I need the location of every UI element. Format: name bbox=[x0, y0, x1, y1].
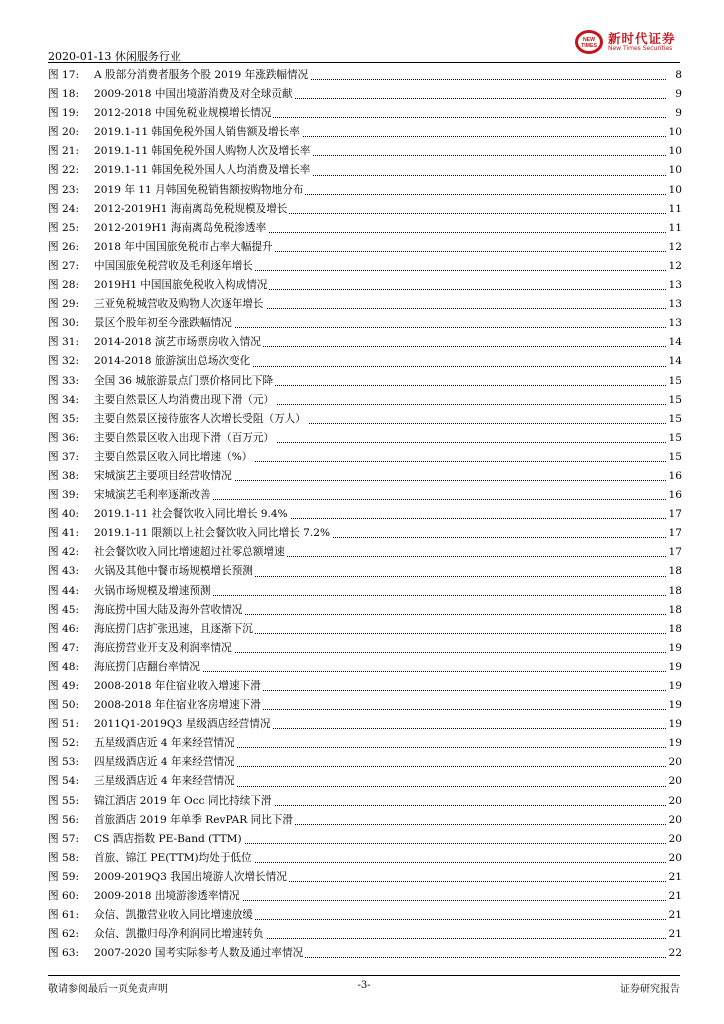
figure-number: 图 35: bbox=[48, 412, 80, 425]
figure-number: 图 33: bbox=[48, 374, 80, 387]
figure-page-number: 19 bbox=[667, 696, 682, 715]
figure-title: 2012-2019H1 海南离岛免税规模及增长 bbox=[94, 200, 289, 219]
figure-title: 2019.1-11 韩国免税外国人购物人次及增长率 bbox=[94, 142, 312, 161]
figure-title: 海底捞中国大陆及海外营收情况 bbox=[94, 601, 244, 620]
figure-page-number: 8 bbox=[673, 66, 682, 85]
figure-page-number: 13 bbox=[667, 295, 682, 314]
company-logo bbox=[574, 29, 686, 57]
figure-page-number: 18 bbox=[667, 582, 682, 601]
figure-title: 2019.1-11 韩国免税外国人人均消费及增长率 bbox=[94, 161, 312, 180]
figure-number: 图 51: bbox=[48, 718, 80, 731]
toc-entry[interactable] bbox=[48, 868, 682, 887]
toc-entry[interactable] bbox=[48, 772, 682, 791]
figure-title: 2009-2019Q3 我国出境游人次增长情况 bbox=[94, 868, 289, 887]
toc-entry[interactable] bbox=[48, 620, 682, 639]
figure-number: 图 62: bbox=[48, 928, 80, 941]
figure-page-number: 19 bbox=[667, 658, 682, 677]
figure-page-number: 19 bbox=[667, 734, 682, 753]
toc-entry[interactable] bbox=[48, 486, 682, 505]
figure-title: 2012-2019H1 海南离岛免税渗透率 bbox=[94, 219, 268, 238]
figure-number: 图 21: bbox=[48, 145, 80, 158]
figure-number: 图 37: bbox=[48, 450, 80, 463]
figure-title: 海底捞门店翻台率情况 bbox=[94, 658, 202, 677]
toc-entry[interactable] bbox=[48, 505, 682, 524]
figure-title: 众信、凯撒归母净利润同比增速转负 bbox=[94, 925, 266, 944]
figure-page-number: 19 bbox=[667, 677, 682, 696]
figure-page-number: 18 bbox=[667, 620, 682, 639]
toc-entry[interactable] bbox=[48, 104, 682, 123]
figure-number: 图 53: bbox=[48, 756, 80, 769]
toc-entry[interactable] bbox=[48, 849, 682, 868]
figure-list bbox=[48, 66, 682, 963]
figure-title: 2014-2018 演艺市场票房收入情况 bbox=[94, 333, 263, 352]
toc-entry[interactable] bbox=[48, 792, 682, 811]
figure-page-number: 15 bbox=[667, 372, 682, 391]
figure-number: 图 18: bbox=[48, 88, 80, 101]
figure-number: 图 19: bbox=[48, 107, 80, 120]
figure-title: 2009-2018 出境游渗透率情况 bbox=[94, 887, 242, 906]
figure-page-number: 10 bbox=[667, 142, 682, 161]
figure-page-number: 20 bbox=[667, 849, 682, 868]
toc-entry[interactable] bbox=[48, 524, 682, 543]
toc-entry[interactable] bbox=[48, 467, 682, 486]
figure-title: 社会餐饮收入同比增速超过社零总额增速 bbox=[94, 543, 287, 562]
figure-page-number: 13 bbox=[667, 314, 682, 333]
figure-page-number: 17 bbox=[667, 505, 682, 524]
figure-page-number: 15 bbox=[667, 429, 682, 448]
figure-number: 图 54: bbox=[48, 775, 80, 788]
toc-entry[interactable] bbox=[48, 314, 682, 333]
figure-number: 图 23: bbox=[48, 183, 80, 196]
footer-divider bbox=[48, 975, 680, 976]
figure-page-number: 21 bbox=[667, 906, 682, 925]
figure-title: 五星级酒店近 4 年来经营情况 bbox=[94, 734, 237, 753]
figure-page-number: 19 bbox=[667, 715, 682, 734]
figure-page-number: 18 bbox=[667, 562, 682, 581]
figure-title: CS 酒店指数 PE-Band (TTM) bbox=[94, 830, 244, 849]
figure-number: 图 45: bbox=[48, 603, 80, 616]
figure-page-number: 18 bbox=[667, 601, 682, 620]
figure-number: 图 46: bbox=[48, 622, 80, 635]
figure-number: 图 41: bbox=[48, 527, 80, 540]
header-date-industry: 2020-01-13 休闲服务行业 bbox=[48, 50, 181, 63]
toc-entry[interactable] bbox=[48, 601, 682, 620]
toc-entry[interactable] bbox=[48, 352, 682, 371]
figure-page-number: 9 bbox=[673, 85, 682, 104]
figure-number: 图 52: bbox=[48, 737, 80, 750]
figure-number: 图 59: bbox=[48, 870, 80, 883]
toc-entry[interactable] bbox=[48, 85, 682, 104]
figure-number: 图 58: bbox=[48, 851, 80, 864]
figure-title: 全国 36 城旅游景点门票价格同比下降 bbox=[94, 372, 275, 391]
figure-number: 图 36: bbox=[48, 431, 80, 444]
figure-number: 图 60: bbox=[48, 890, 80, 903]
figure-title: 2008-2018 年住宿业客房增速下滑 bbox=[94, 696, 263, 715]
figure-page-number: 12 bbox=[667, 238, 682, 257]
figure-number: 图 28: bbox=[48, 279, 80, 292]
figure-page-number: 20 bbox=[667, 792, 682, 811]
toc-entry[interactable] bbox=[48, 142, 682, 161]
figure-number: 图 49: bbox=[48, 680, 80, 692]
figure-page-number: 22 bbox=[667, 944, 682, 963]
toc-entry[interactable] bbox=[48, 582, 682, 601]
figure-title: 海底捞营业开支及利润率情况 bbox=[94, 639, 234, 658]
figure-title: 2014-2018 旅游演出总场次变化 bbox=[94, 352, 252, 371]
figure-number: 图 56: bbox=[48, 813, 80, 826]
figure-number: 图 31: bbox=[48, 336, 80, 349]
figure-page-number: 15 bbox=[667, 448, 682, 467]
toc-entry[interactable] bbox=[48, 715, 682, 734]
toc-entry[interactable] bbox=[48, 753, 682, 772]
figure-page-number: 16 bbox=[667, 486, 682, 505]
toc-entry[interactable] bbox=[48, 696, 682, 715]
figure-page-number: 15 bbox=[667, 410, 682, 429]
figure-title: 首旅、锦江 PE(TTM)均处于低位 bbox=[94, 849, 254, 868]
figure-number: 图 40: bbox=[48, 508, 80, 521]
figure-title: 海底捞门店扩张迅速，且逐渐下沉 bbox=[94, 620, 255, 639]
figure-number: 图 43: bbox=[48, 565, 80, 578]
figure-number: 图 55: bbox=[48, 794, 80, 807]
figure-page-number: 15 bbox=[667, 391, 682, 410]
figure-page-number: 10 bbox=[667, 123, 682, 142]
toc-entry[interactable] bbox=[48, 257, 682, 276]
footer-disclaimer: 敬请参阅最后一页免责声明 bbox=[48, 984, 168, 995]
toc-entry[interactable] bbox=[48, 410, 682, 429]
logo-text-cn: 新时代证券 bbox=[608, 31, 676, 46]
toc-entry[interactable] bbox=[48, 944, 682, 963]
figure-title: 主要自然景区收入同比增速（%） bbox=[94, 448, 254, 467]
figure-page-number: 12 bbox=[667, 257, 682, 276]
figure-number: 图 30: bbox=[48, 317, 80, 330]
toc-entry[interactable] bbox=[48, 925, 682, 944]
logo-emblem-icon bbox=[574, 29, 604, 55]
toc-entry[interactable] bbox=[48, 429, 682, 448]
logo-text-en: New Times Securities bbox=[608, 45, 673, 52]
toc-entry[interactable] bbox=[48, 562, 682, 581]
figure-title: 景区个股年初至今涨跌幅情况 bbox=[94, 314, 234, 333]
toc-entry[interactable] bbox=[48, 658, 682, 677]
figure-title: 三亚免税城营收及购物人次逐年增长 bbox=[94, 295, 266, 314]
figure-number: 图 27: bbox=[48, 259, 80, 272]
figure-page-number: 21 bbox=[667, 887, 682, 906]
figure-number: 图 24: bbox=[48, 202, 80, 215]
figure-title: 2019.1-11 限额以上社会餐饮收入同比增长 7.2% bbox=[94, 524, 332, 543]
toc-entry[interactable] bbox=[48, 811, 682, 830]
figure-number: 图 63: bbox=[48, 947, 80, 960]
toc-entry[interactable] bbox=[48, 906, 682, 925]
toc-entry[interactable] bbox=[48, 200, 682, 219]
figure-title: 众信、凯撒营业收入同比增速放缓 bbox=[94, 906, 255, 925]
toc-entry[interactable] bbox=[48, 123, 682, 142]
svg-text:TIMES: TIMES bbox=[581, 43, 597, 49]
toc-entry[interactable] bbox=[48, 161, 682, 180]
figure-number: 图 57: bbox=[48, 832, 80, 845]
figure-number: 图 39: bbox=[48, 489, 80, 502]
figure-title: 2019.1-11 社会餐饮收入同比增长 9.4% bbox=[94, 505, 290, 524]
figure-title: 锦江酒店 2019 年 Occ 同比持续下滑 bbox=[94, 792, 274, 811]
figure-title: 宋城演艺主要项目经营收情况 bbox=[94, 467, 234, 486]
figure-number: 图 20: bbox=[48, 126, 80, 139]
svg-text:NEW: NEW bbox=[582, 37, 596, 43]
figure-page-number: 21 bbox=[667, 925, 682, 944]
figure-page-number: 20 bbox=[667, 772, 682, 791]
figure-title: 2011Q1-2019Q3 星级酒店经营情况 bbox=[94, 715, 272, 734]
figure-page-number: 9 bbox=[673, 104, 682, 123]
figure-number: 图 25: bbox=[48, 221, 80, 234]
figure-page-number: 21 bbox=[667, 868, 682, 887]
figure-page-number: 13 bbox=[667, 276, 682, 295]
figure-page-number: 20 bbox=[667, 830, 682, 849]
toc-entry[interactable] bbox=[48, 276, 682, 295]
figure-title: 2019H1 中国国旅免税收入构成情况 bbox=[94, 276, 269, 295]
figure-page-number: 14 bbox=[667, 333, 682, 352]
figure-title: 主要自然景区收入出现下滑（百万元） bbox=[94, 429, 276, 448]
figure-page-number: 10 bbox=[667, 161, 682, 180]
toc-entry[interactable] bbox=[48, 181, 682, 200]
toc-entry[interactable] bbox=[48, 372, 682, 391]
figure-page-number: 16 bbox=[667, 467, 682, 486]
figure-title: 首旅酒店 2019 年单季 RevPAR 同比下滑 bbox=[94, 811, 295, 830]
figure-number: 图 50: bbox=[48, 699, 80, 712]
figure-number: 图 38: bbox=[48, 469, 80, 482]
page-number: -3- bbox=[357, 980, 371, 991]
figure-page-number: 17 bbox=[667, 524, 682, 543]
toc-entry[interactable] bbox=[48, 734, 682, 753]
toc-entry[interactable] bbox=[48, 830, 682, 849]
figure-title: 2018 年中国国旅免税市占率大幅提升 bbox=[94, 238, 275, 257]
figure-page-number: 20 bbox=[667, 753, 682, 772]
toc-entry[interactable] bbox=[48, 219, 682, 238]
footer-report-type: 证券研究报告 bbox=[620, 984, 680, 995]
toc-entry[interactable] bbox=[48, 677, 682, 696]
figure-page-number: 11 bbox=[667, 219, 682, 238]
figure-title: 三星级酒店近 4 年来经营情况 bbox=[94, 772, 237, 791]
toc-entry[interactable] bbox=[48, 887, 682, 906]
figure-number: 图 48: bbox=[48, 660, 80, 673]
toc-entry[interactable] bbox=[48, 391, 682, 410]
figure-title: 中国国旅免税营收及毛利逐年增长 bbox=[94, 257, 255, 276]
figure-title: 2008-2018 年住宿业收入增速下滑 bbox=[94, 677, 263, 696]
page-footer bbox=[48, 980, 680, 996]
figure-number: 图 17: bbox=[48, 69, 80, 81]
figure-number: 图 32: bbox=[48, 355, 80, 368]
header-divider bbox=[48, 62, 680, 63]
toc-entry[interactable] bbox=[48, 295, 682, 314]
figure-title: 四星级酒店近 4 年来经营情况 bbox=[94, 753, 237, 772]
toc-entry[interactable] bbox=[48, 333, 682, 352]
figure-number: 图 29: bbox=[48, 298, 80, 311]
toc-entry[interactable] bbox=[48, 639, 682, 658]
figure-page-number: 10 bbox=[667, 181, 682, 200]
figure-page-number: 11 bbox=[667, 200, 682, 219]
figure-number: 图 47: bbox=[48, 641, 80, 654]
figure-title: 2007-2020 国考实际参考人数及通过率情况 bbox=[94, 944, 305, 963]
figure-title: 火锅及其他中餐市场规模增长预测 bbox=[94, 562, 255, 581]
figure-title: 2019 年 11 月韩国免税销售额按购物地分布 bbox=[94, 181, 305, 200]
figure-title: 2019.1-11 韩国免税外国人销售额及增长率 bbox=[94, 123, 302, 142]
figure-page-number: 20 bbox=[667, 811, 682, 830]
toc-entry[interactable] bbox=[48, 448, 682, 467]
figure-number: 图 44: bbox=[48, 584, 80, 597]
figure-title: 主要自然景区人均消费出现下滑（元） bbox=[94, 391, 276, 410]
figure-title: 2012-2018 中国免税业规模增长情况 bbox=[94, 104, 273, 123]
figure-title: A 股部分消费者服务个股 2019 年涨跌幅情况 bbox=[94, 66, 310, 85]
figure-number: 图 61: bbox=[48, 909, 80, 922]
figure-number: 图 22: bbox=[48, 164, 80, 177]
toc-entry[interactable] bbox=[48, 66, 682, 85]
toc-entry[interactable] bbox=[48, 238, 682, 257]
figure-number: 图 34: bbox=[48, 393, 80, 406]
toc-entry[interactable] bbox=[48, 543, 682, 562]
figure-page-number: 14 bbox=[667, 352, 682, 371]
figure-page-number: 19 bbox=[667, 639, 682, 658]
figure-title: 火锅市场规模及增速预测 bbox=[94, 582, 213, 601]
figure-title: 2009-2018 中国出境游消费及对全球贡献 bbox=[94, 85, 295, 104]
figure-number: 图 42: bbox=[48, 546, 80, 559]
figure-page-number: 17 bbox=[667, 543, 682, 562]
figure-title: 宋城演艺毛利率逐渐改善 bbox=[94, 486, 213, 505]
figure-number: 图 26: bbox=[48, 240, 80, 253]
figure-title: 主要自然景区接待旅客人次增长受阻（万人） bbox=[94, 410, 308, 429]
